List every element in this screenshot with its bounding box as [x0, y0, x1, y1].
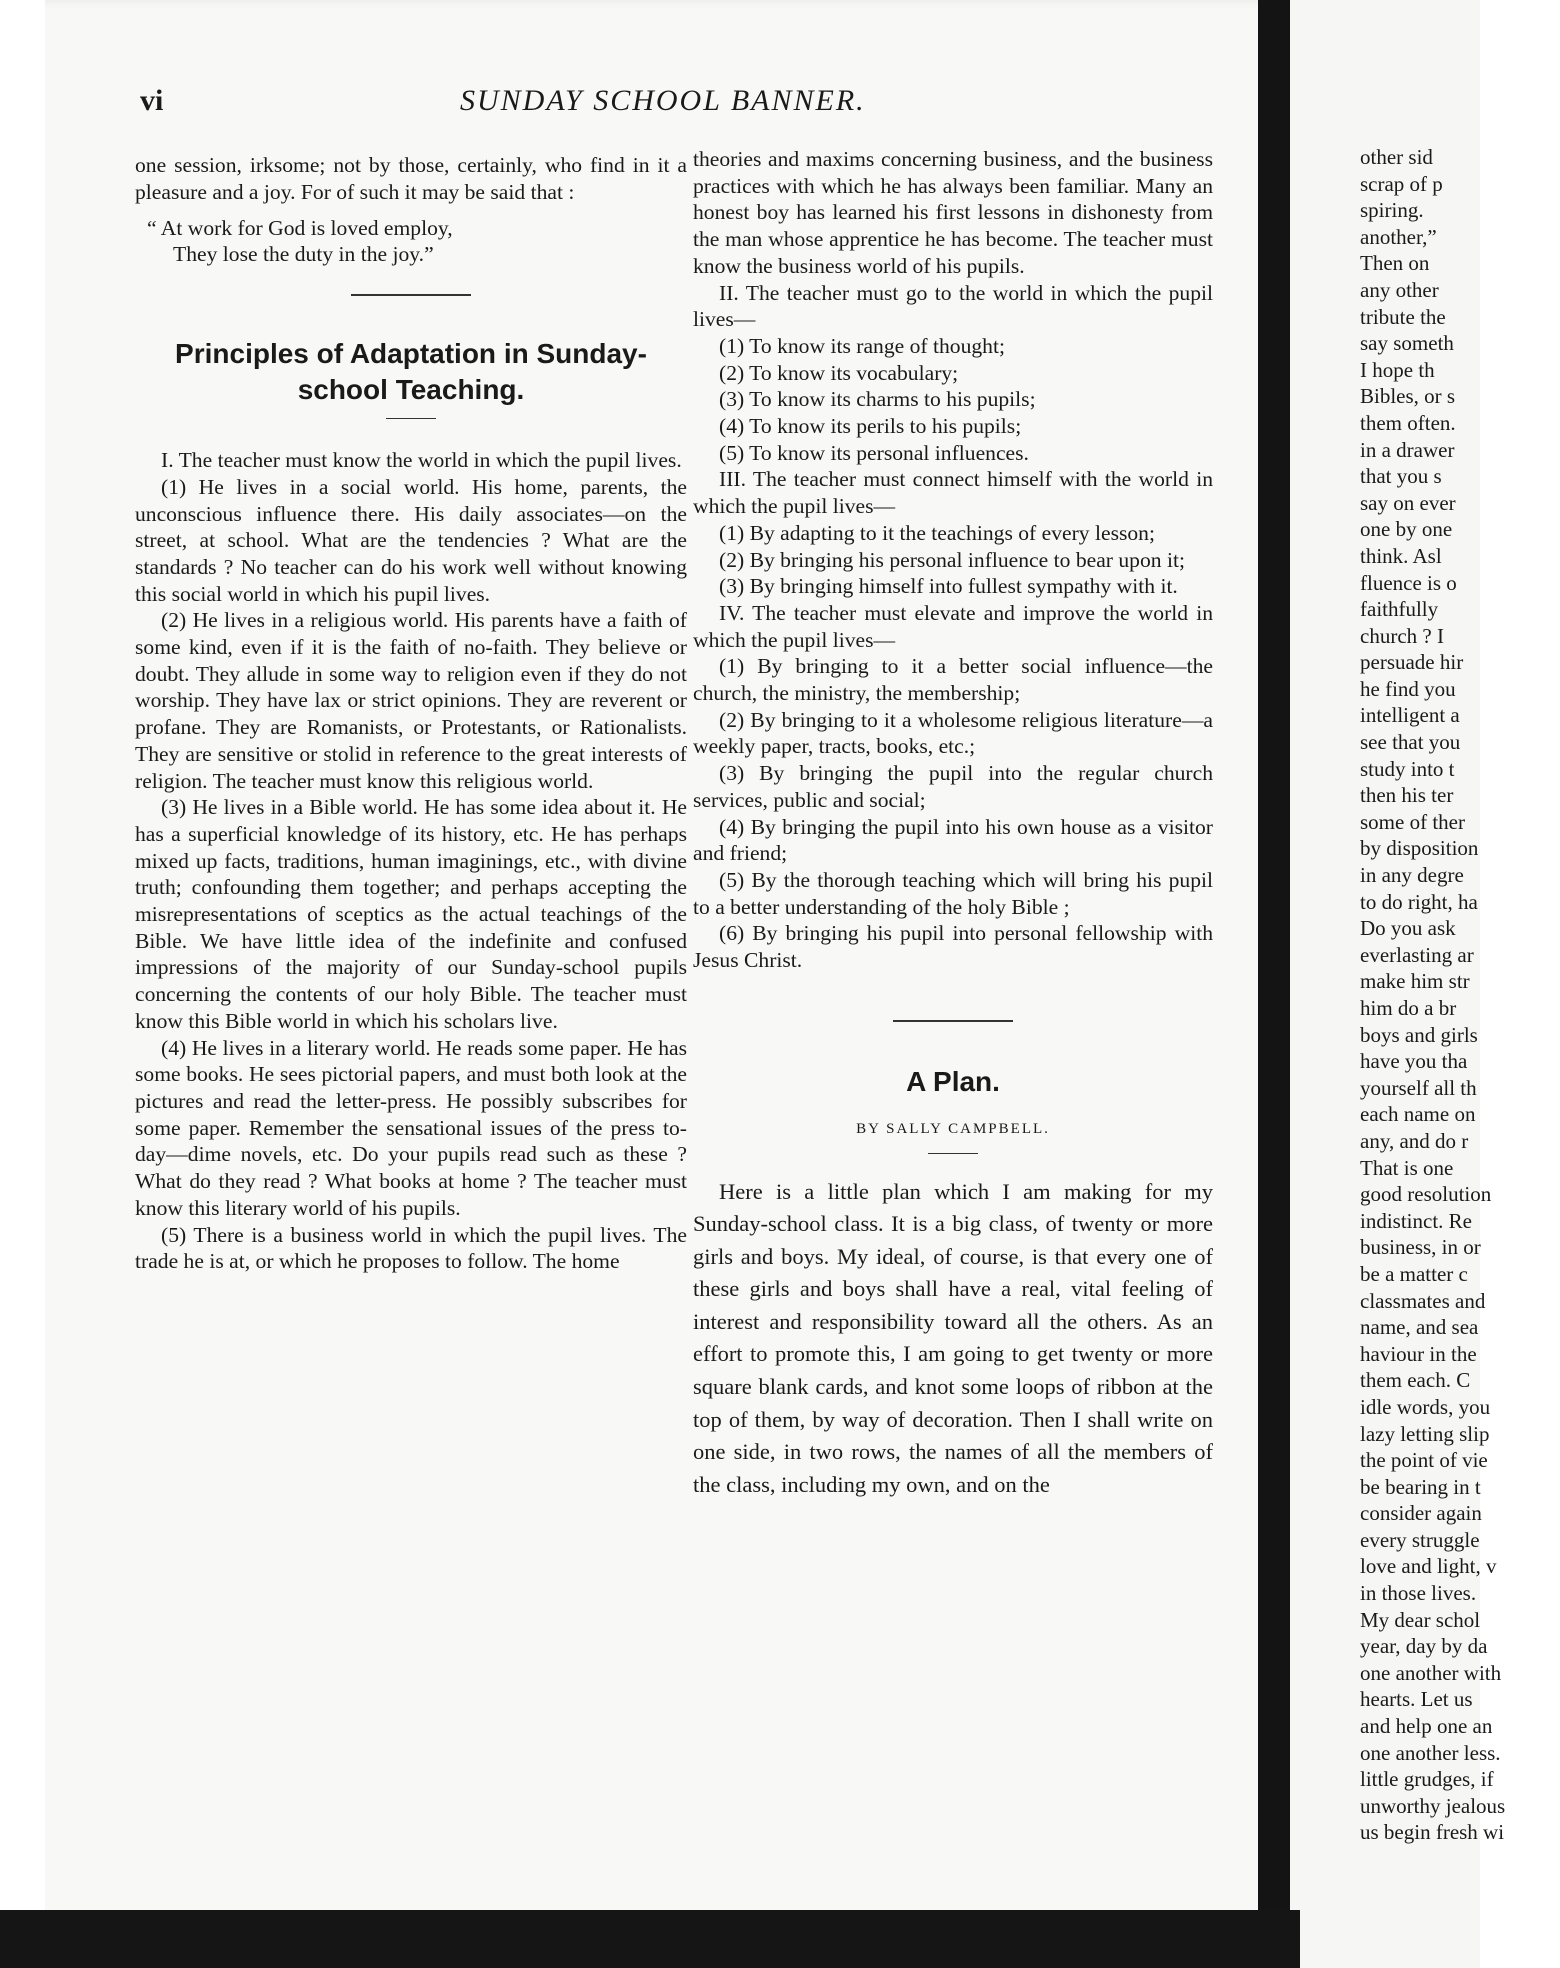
- list-item: (3) By bringing himself into fullest sympathy with it.: [719, 574, 1178, 599]
- principle-4-heading: IV. The teacher must elevate and improve the world in which the pupil lives—: [693, 600, 1213, 652]
- facing-page-line: year, day by da: [1360, 1634, 1488, 1659]
- list-item: (2) By bringing his personal influence to bear upon it;: [719, 547, 1185, 572]
- article-heading: Principles of Adaptation in Sunday-school Teaching.: [175, 338, 647, 406]
- section-rule: [893, 1020, 1013, 1022]
- facing-page-line: him do a br: [1360, 996, 1457, 1020]
- verse-line-1: “ At work for God is loved employ,: [147, 216, 453, 241]
- facing-page-line: in those lives.: [1360, 1581, 1477, 1606]
- heading-rule: [386, 418, 436, 419]
- facing-page-line: Bibles, or s: [1360, 384, 1456, 409]
- facing-page-line: boys and girls: [1360, 1022, 1478, 1047]
- verse-line-2: They lose the duty in the joy.”: [173, 242, 434, 267]
- facing-page-line: to do right, ha: [1360, 889, 1478, 914]
- middle-column: [693, 146, 1213, 1501]
- facing-page-line: see that you: [1360, 730, 1461, 755]
- facing-page-line: persuade hir: [1360, 650, 1464, 675]
- social-world-paragraph: (1) He lives in a social world. His home, parents, the unconscious influence there. His daily associates—on the street, at school. What are the tendencies ? What are the standards ? No teacher can do his work well without knowing this social world in which his pupil lives.: [135, 474, 687, 606]
- facing-page-line: church ? I: [1360, 623, 1444, 648]
- facing-page-line: that you s: [1360, 464, 1442, 489]
- facing-page-line: and help one an: [1360, 1714, 1493, 1739]
- facing-page-line: intelligent a: [1360, 703, 1460, 728]
- facing-page-line: another,”: [1360, 224, 1437, 249]
- facing-page-line: little grudges, if: [1360, 1767, 1494, 1792]
- list-item: (1) By bringing to it a better social influence—the church, the ministry, the membership;: [693, 654, 1213, 706]
- facing-page-line: them each. C: [1360, 1368, 1471, 1393]
- facing-page-line: the point of vie: [1360, 1448, 1488, 1473]
- plan-paragraph: Here is a little plan which I am making for my Sunday-school class. It is a big class, of twenty or more girls and boys. My ideal, of course, is that every one of these girls and boys shall have a real, vital feeling of interest and responsibility toward all the others. As an effort to promote this, I am going to get twenty or more square blank cards, and knot some loops of ribbon at the top of them, by way of decoration. Then I shall write on one side, in two rows, the names of all the members of the class, including my own, and on the: [693, 1178, 1213, 1497]
- facing-page-line: faithfully: [1360, 597, 1439, 622]
- facing-page-line: have you tha: [1360, 1049, 1468, 1074]
- running-title: SUNDAY SCHOOL BANNER.: [460, 84, 866, 117]
- facing-page-line: fluence is o: [1360, 570, 1457, 595]
- facing-page-line: lazy letting slip: [1360, 1421, 1490, 1446]
- facing-page-line: idle words, you: [1360, 1394, 1491, 1419]
- list-item: (6) By bringing his pupil into personal fellowship with Jesus Christ.: [693, 921, 1213, 973]
- facing-page-line: say someth: [1360, 331, 1454, 356]
- intro-paragraph: one session, irksome; not by those, certainly, who find in it a pleasure and a joy. For of such it may be said that :: [135, 153, 687, 204]
- running-head: [140, 84, 1270, 124]
- facing-page-line: be a matter c: [1360, 1261, 1468, 1286]
- facing-page-line: them often.: [1360, 410, 1456, 435]
- list-item: (1) By adapting to it the teachings of every lesson;: [719, 520, 1155, 545]
- facing-page-line: hearts. Let us: [1360, 1687, 1473, 1712]
- facing-page-line: make him str: [1360, 969, 1470, 994]
- facing-page-line: any other: [1360, 277, 1439, 302]
- facing-page-line: every struggle: [1360, 1527, 1480, 1552]
- facing-page-line: classmates and: [1360, 1288, 1486, 1313]
- facing-page-line: love and light, v: [1360, 1554, 1497, 1579]
- facing-page-column: [1360, 144, 1560, 1846]
- facing-page-line: good resolution: [1360, 1182, 1492, 1207]
- plan-heading: A Plan.: [906, 1065, 1000, 1097]
- list-item: (5) To know its personal influences.: [719, 440, 1029, 465]
- facing-page-line: us begin fresh wi: [1360, 1820, 1505, 1845]
- facing-page-line: tribute the: [1360, 304, 1446, 329]
- facing-page-line: unworthy jealous: [1360, 1793, 1506, 1818]
- facing-page-line: some of ther: [1360, 809, 1465, 834]
- facing-page-line: indistinct. Re: [1360, 1208, 1472, 1233]
- facing-page-line: That is one: [1360, 1155, 1454, 1180]
- list-item: (3) To know its charms to his pupils;: [719, 387, 1036, 412]
- facing-page-line: any, and do r: [1360, 1128, 1469, 1153]
- list-item: (3) By bringing the pupil into the regular church services, public and social;: [693, 761, 1213, 812]
- facing-page-line: in any degre: [1360, 863, 1464, 888]
- facing-page-line: other sid: [1360, 145, 1433, 169]
- list-item: (2) To know its vocabulary;: [719, 360, 959, 385]
- business-world-paragraph: (5) There is a business world in which the pupil lives. The trade he is at, or which he proposes to follow. The home: [135, 1222, 687, 1274]
- facing-page-line: each name on: [1360, 1102, 1476, 1127]
- facing-page-line: haviour in the: [1360, 1341, 1477, 1366]
- list-item: (2) By bringing to it a wholesome religious literature—a weekly paper, tracts, books, etc.;: [693, 707, 1213, 759]
- principle-1: I. The teacher must know the world in which the pupil lives.: [161, 448, 682, 473]
- list-item: (4) By bringing the pupil into his own house as a visitor and friend;: [693, 814, 1213, 866]
- facing-page-line: one another with: [1360, 1660, 1502, 1685]
- facing-page-line: then his ter: [1360, 783, 1454, 808]
- facing-page-line: be bearing in t: [1360, 1474, 1481, 1499]
- list-item: (1) To know its range of thought;: [719, 333, 1005, 358]
- facing-page-line: scrap of p: [1360, 171, 1443, 196]
- facing-page-line: one by one: [1360, 517, 1453, 542]
- facing-page-line: I hope th: [1360, 357, 1435, 382]
- facing-page-line: think. Asl: [1360, 543, 1442, 568]
- religious-world-paragraph: (2) He lives in a religious world. His parents have a faith of some kind, even if it is the faith of no-faith. They believe or doubt. They allude in some way to religion even if they do not worship. They have lax or strict opinions. They are reverent or profane. They are Romanists, or Protestants, or Rationalists. They are sensitive or stolid in reference to the great interests of religion. The teacher must know this religious world.: [135, 608, 687, 793]
- business-continuation: theories and maxims concerning business, and the business practices with which he has always been familiar. Many an honest boy has learned his first lessons in dishonesty from the man whose apprentice he has become. The teacher must know the business world of his pupils.: [693, 147, 1213, 278]
- principle-2-heading: II. The teacher must go to the world in which the pupil lives—: [693, 280, 1213, 332]
- facing-page-line: name, and sea: [1360, 1315, 1479, 1340]
- bible-world-paragraph: (3) He lives in a Bible world. He has some idea about it. He has a superficial knowledge of its history, etc. He has perhaps mixed up facts, traditions, human imaginings, etc., with divine truth; confounding them together; and perhaps accepting the misrepresentations of sceptics as the actual teachings of the Bible. We have little idea of the indefinite and confused impressions of the majority of our Sunday-school pupils concerning the contents of our holy Bible. The teacher must know this Bible world in which his scholars live.: [135, 795, 687, 1033]
- literary-world-paragraph: (4) He lives in a literary world. He reads some paper. He has some books. He sees pictorial papers, and must both look at the pictures and read the letter-press. He possibly subscribes for some paper. Remember the sensational issues of the press to-day—dime novels, etc. Do your pupils read such as these ? What do they read ? What books at home ? The teacher must know this literary world of his pupils.: [135, 1035, 687, 1220]
- byline: BY SALLY CAMPBELL.: [856, 1120, 1050, 1137]
- section-rule: [351, 294, 471, 296]
- list-item: (4) To know its perils to his pupils;: [719, 414, 1022, 439]
- facing-page-line: spiring.: [1360, 198, 1424, 223]
- facing-page-line: say on ever: [1360, 490, 1456, 515]
- facing-page-line: business, in or: [1360, 1235, 1481, 1260]
- facing-page-line: in a drawer: [1360, 437, 1455, 462]
- left-column: [135, 152, 687, 1275]
- scan-bottom-edge: [0, 1910, 1300, 1968]
- byline-rule: [928, 1153, 978, 1154]
- facing-page-line: yourself all th: [1360, 1075, 1477, 1100]
- list-item: (5) By the thorough teaching which will bring his pupil to a better understanding of the holy Bible ;: [693, 867, 1213, 919]
- facing-page-line: My dear schol: [1360, 1607, 1481, 1632]
- page-number: vi: [140, 84, 164, 117]
- facing-page-line: one another less.: [1360, 1740, 1501, 1765]
- facing-page-line: everlasting ar: [1360, 942, 1474, 967]
- principle-3-heading: III. The teacher must connect himself with the world in which the pupil lives—: [693, 467, 1213, 519]
- facing-page-line: by disposition: [1360, 836, 1479, 861]
- facing-page-line: he find you: [1360, 676, 1456, 701]
- facing-page-line: Do you ask: [1360, 916, 1456, 941]
- facing-page-line: Then on: [1360, 251, 1430, 276]
- facing-page-line: study into t: [1360, 756, 1455, 781]
- facing-page-line: consider again: [1360, 1501, 1482, 1526]
